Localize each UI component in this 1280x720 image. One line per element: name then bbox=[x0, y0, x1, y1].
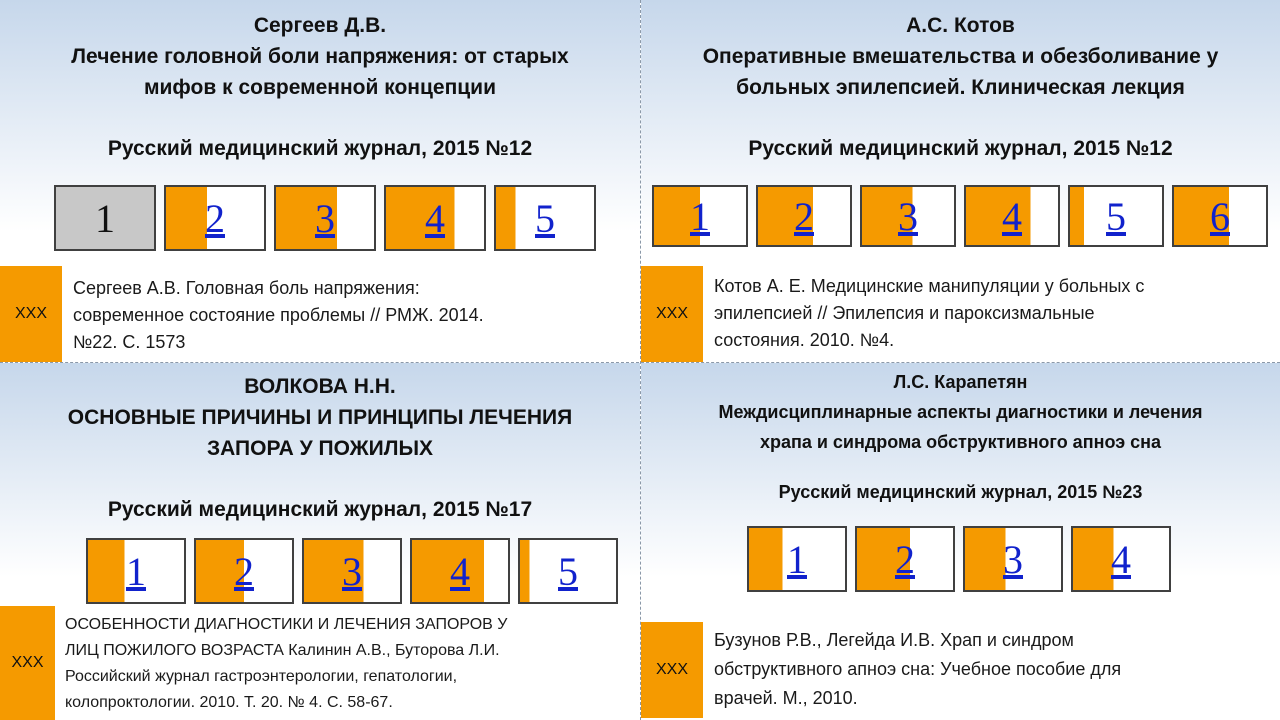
page-link-2[interactable] bbox=[164, 185, 266, 251]
page-links bbox=[86, 538, 618, 604]
reference-line: обструктивного апноэ сна: Учебное пособие для bbox=[714, 659, 1122, 679]
vertical-divider bbox=[640, 0, 641, 720]
page-number: 5 bbox=[558, 548, 578, 594]
article-panel-sergeev bbox=[0, 0, 640, 362]
reference bbox=[0, 266, 484, 362]
reference bbox=[641, 622, 1121, 718]
page-number: 3 bbox=[342, 548, 362, 594]
page-number: 1 bbox=[95, 195, 115, 241]
page-number: 3 bbox=[1003, 536, 1023, 582]
reference-line: Котов А. Е. Медицинские манипуляции у больных с bbox=[714, 276, 1145, 296]
article-author: Сергеев Д.В. bbox=[253, 14, 387, 37]
page-link-1[interactable] bbox=[747, 526, 847, 592]
journal-citation: Русский медицинский журнал, 2015 №17 bbox=[107, 498, 533, 521]
page-number: 6 bbox=[1210, 193, 1230, 239]
page-link-5[interactable] bbox=[494, 185, 596, 251]
page-number: 1 bbox=[787, 536, 807, 582]
reference-line: Сергеев А.В. Головная боль напряжения: bbox=[73, 278, 420, 298]
page-link-2[interactable] bbox=[855, 526, 955, 592]
page-link-3[interactable] bbox=[302, 538, 402, 604]
reference-line: колопроктологии. 2010. Т. 20. № 4. С. 58-67. bbox=[65, 694, 393, 711]
page-link-4[interactable] bbox=[1071, 526, 1171, 592]
page-link-4[interactable] bbox=[964, 185, 1060, 247]
article-title-line: Лечение головной боли напряжения: от старых bbox=[71, 45, 569, 68]
page-link-5[interactable] bbox=[1068, 185, 1164, 247]
page-number: 5 bbox=[535, 195, 555, 241]
reference-badge: XXX bbox=[0, 606, 55, 720]
page-link-2[interactable] bbox=[756, 185, 852, 247]
page-link-4[interactable] bbox=[384, 185, 486, 251]
page-number: 1 bbox=[126, 548, 146, 594]
reference-line: врачей. М., 2010. bbox=[714, 688, 858, 708]
page-link-5[interactable] bbox=[518, 538, 618, 604]
page-number: 4 bbox=[425, 195, 445, 241]
page-number: 3 bbox=[315, 195, 335, 241]
page-link-3[interactable] bbox=[860, 185, 956, 247]
article-heading bbox=[641, 367, 1280, 457]
article-author: ВОЛКОВА Н.Н. bbox=[244, 375, 396, 398]
article-title-line: ОСНОВНЫЕ ПРИЧИНЫ И ПРИНЦИПЫ ЛЕЧЕНИЯ bbox=[67, 406, 573, 429]
page-number: 4 bbox=[450, 548, 470, 594]
article-heading bbox=[0, 371, 640, 464]
article-title-line: ЗАПОРА У ПОЖИЛЫХ bbox=[206, 437, 434, 460]
reference-badge: XXX bbox=[0, 266, 62, 362]
article-title-line: Междисциплинарные аспекты диагностики и лечения bbox=[718, 402, 1203, 422]
reference-line: ОСОБЕННОСТИ ДИАГНОСТИКИ И ЛЕЧЕНИЯ ЗАПОРОВ У bbox=[65, 616, 508, 633]
page-links bbox=[652, 185, 1268, 247]
reference-badge: XXX bbox=[641, 266, 703, 362]
page-number: 4 bbox=[1111, 536, 1131, 582]
reference-text bbox=[62, 266, 484, 362]
page-number: 3 bbox=[898, 193, 918, 239]
article-title-line: Оперативные вмешательства и обезболивание у bbox=[702, 45, 1219, 68]
reference-line: эпилепсией // Эпилепсия и пароксизмальные bbox=[714, 303, 1095, 323]
page-link-4[interactable] bbox=[410, 538, 510, 604]
page-links bbox=[747, 526, 1171, 592]
horizontal-divider bbox=[0, 362, 1280, 363]
page-number: 2 bbox=[895, 536, 915, 582]
reference bbox=[0, 606, 507, 720]
reference-badge: XXX bbox=[641, 622, 703, 718]
article-heading bbox=[0, 10, 640, 103]
page-link-1[interactable] bbox=[54, 185, 156, 251]
page-link-1[interactable] bbox=[652, 185, 748, 247]
page-number: 1 bbox=[690, 193, 710, 239]
reference-text bbox=[703, 622, 1121, 718]
page-link-3[interactable] bbox=[963, 526, 1063, 592]
article-author: Л.С. Карапетян bbox=[893, 372, 1028, 392]
journal-citation: Русский медицинский журнал, 2015 №12 bbox=[107, 137, 533, 160]
article-title-line: больных эпилепсией. Клиническая лекция bbox=[736, 76, 1185, 99]
page-number: 4 bbox=[1002, 193, 1022, 239]
reference-text bbox=[55, 606, 507, 720]
article-panel-kotov bbox=[641, 0, 1280, 362]
reference-text bbox=[703, 266, 1144, 362]
article-title-line: мифов к современной концепции bbox=[143, 76, 496, 99]
reference-line: современное состояние проблемы // РМЖ. 2014. bbox=[73, 305, 484, 325]
page-number: 5 bbox=[1106, 193, 1126, 239]
reference-line: №22. С. 1573 bbox=[73, 332, 186, 352]
page-link-1[interactable] bbox=[86, 538, 186, 604]
page-number: 2 bbox=[794, 193, 814, 239]
reference-line: ЛИЦ ПОЖИЛОГО ВОЗРАСТА Калинин А.В., Буторова Л.И. bbox=[65, 642, 500, 659]
reference bbox=[641, 266, 1144, 362]
page-links bbox=[54, 185, 596, 251]
article-author: А.С. Котов bbox=[906, 14, 1015, 37]
reference-line: Российский журнал гастроэнтерологии, гепатологии, bbox=[65, 668, 458, 685]
article-heading bbox=[641, 10, 1280, 103]
article-title-line: храпа и синдрома обструктивного апноэ сна bbox=[759, 432, 1162, 452]
page-link-6[interactable] bbox=[1172, 185, 1268, 247]
page-number: 2 bbox=[205, 195, 225, 241]
reference-line: состояния. 2010. №4. bbox=[714, 330, 895, 350]
journal-citation: Русский медицинский журнал, 2015 №12 bbox=[748, 137, 1173, 160]
article-panel-karapetyan bbox=[641, 363, 1280, 720]
page-number: 2 bbox=[234, 548, 254, 594]
article-panel-volkova bbox=[0, 363, 640, 720]
page-link-3[interactable] bbox=[274, 185, 376, 251]
journal-citation: Русский медицинский журнал, 2015 №23 bbox=[778, 482, 1143, 502]
reference-line: Бузунов Р.В., Легейда И.В. Храп и синдром bbox=[714, 630, 1074, 650]
page-link-2[interactable] bbox=[194, 538, 294, 604]
